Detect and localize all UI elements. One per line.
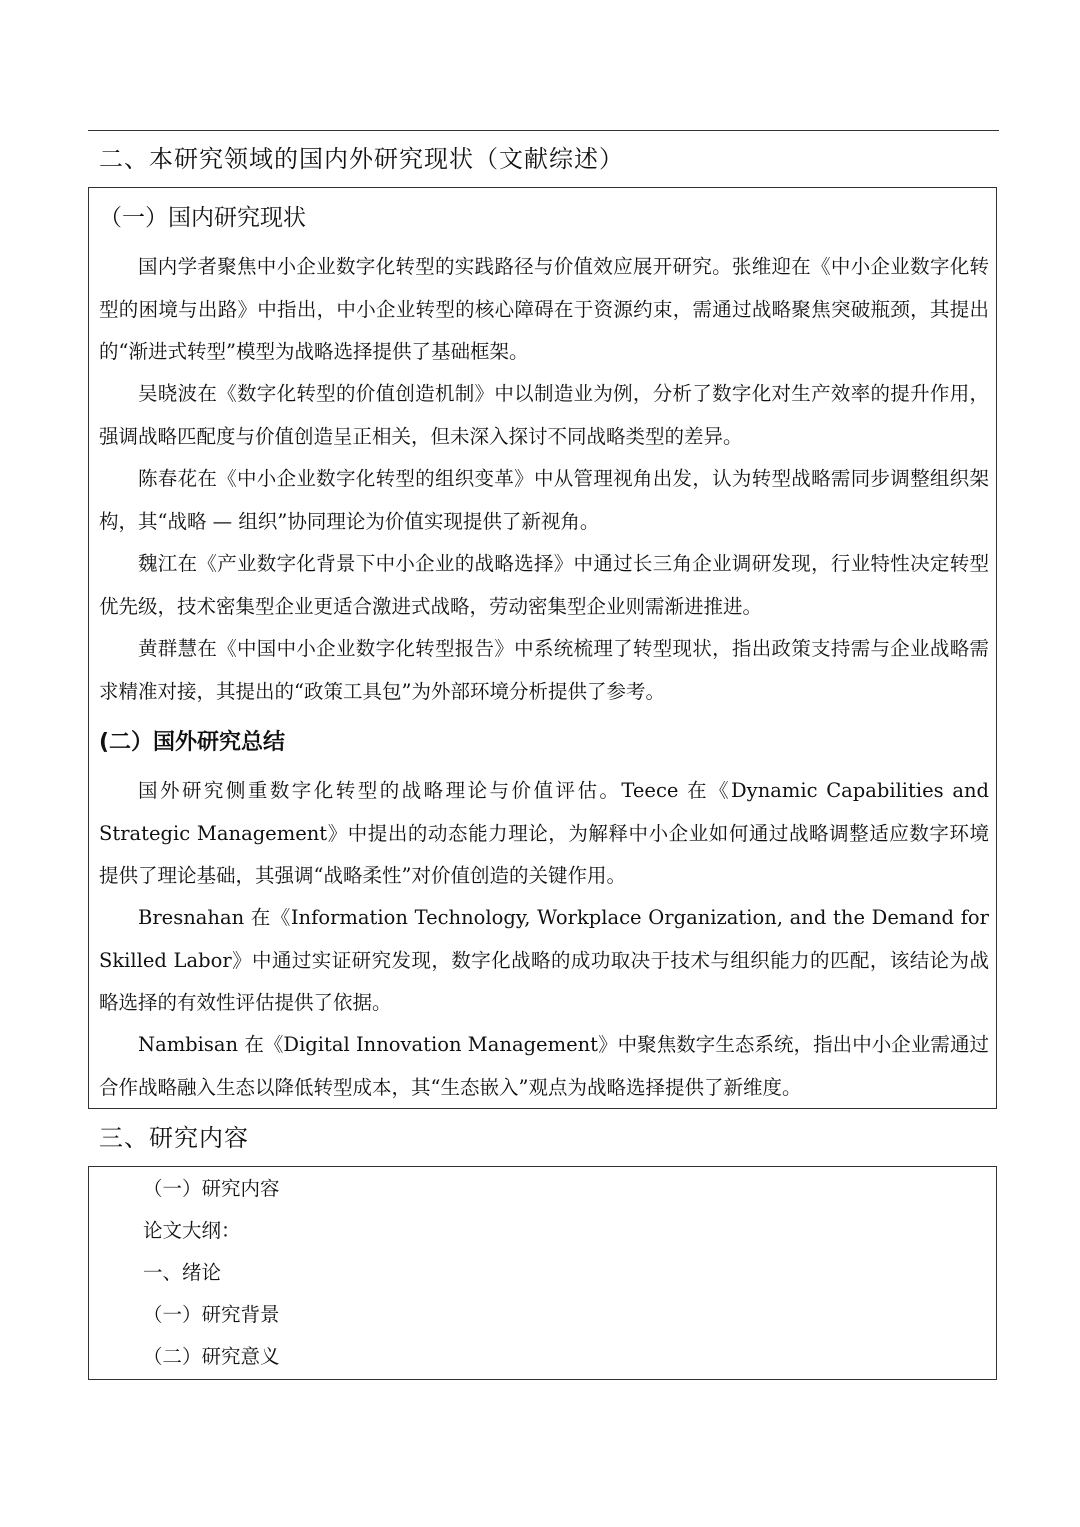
domestic-paragraph: 国内学者聚焦中小企业数字化转型的实践路径与价值效应展开研究。张维迎在《中小企业数字化转型的困境与出路》中指出，中小企业转型的核心障碍在于资源约束，需通过战略聚焦突破瓶颈，其提出的“渐进式转型”模型为战略选择提供了基础框架。 xyxy=(99,255,989,363)
domestic-paragraph: 魏江在《产业数字化背景下中小企业的战略选择》中通过长三角企业调研发现，行业特性决定转型优先级，技术密集型企业更适合激进式战略，劳动密集型企业则需渐进推进。 xyxy=(99,552,989,618)
outline-line: 论文大纲： xyxy=(143,1219,241,1242)
literature-review-box xyxy=(88,187,997,1109)
section-3-title: 三、研究内容 xyxy=(99,1124,249,1152)
outline-line: 一、绪论 xyxy=(143,1261,222,1284)
research-content-box xyxy=(88,1166,997,1380)
foreign-research-heading: (二）国外研究总结 xyxy=(99,730,286,755)
outline-line: （一）研究内容 xyxy=(143,1177,280,1200)
foreign-paragraph: Nambisan 在《Digital Innovation Management》中聚焦数字生态系统，指出中小企业需通过合作战略融入生态以降低转型成本，其“生态嵌入”观点为战略选择提供了新维度。 xyxy=(99,1033,989,1099)
top-rule xyxy=(88,130,999,131)
domestic-research-heading: （一）国内研究现状 xyxy=(99,205,306,231)
domestic-paragraph: 黄群慧在《中国中小企业数字化转型报告》中系统梳理了转型现状，指出政策支持需与企业战略需求精准对接，其提出的“政策工具包”为外部环境分析提供了参考。 xyxy=(99,637,989,703)
outline-line: （一）研究背景 xyxy=(143,1303,280,1326)
domestic-paragraph: 吴晓波在《数字化转型的价值创造机制》中以制造业为例，分析了数字化对生产效率的提升作用，强调战略匹配度与价值创造呈正相关，但未深入探讨不同战略类型的差异。 xyxy=(99,382,989,448)
domestic-paragraph: 陈春花在《中小企业数字化转型的组织变革》中从管理视角出发，认为转型战略需同步调整组织架构，其“战略 — 组织”协同理论为价值实现提供了新视角。 xyxy=(99,467,989,533)
section-2-title: 二、本研究领域的国内外研究现状（文献综述） xyxy=(99,145,624,173)
foreign-paragraph: Bresnahan 在《Information Technology, Workplace Organization, and the Demand for Skilled Labor》中通过实证研究发现，数字化战略的成功取决于技术与组织能力的匹配，该结论为战略选择的有效性评估提供了依据。 xyxy=(99,906,989,1014)
foreign-paragraph: 国外研究侧重数字化转型的战略理论与价值评估。Teece 在《Dynamic Capabilities and Strategic Management》中提出的动态能力理论，为解释中小企业如何通过战略调整适应数字环境提供了理论基础，其强调“战略柔性”对价值创造的关键作用。 xyxy=(99,779,989,887)
outline-line: （二）研究意义 xyxy=(143,1345,280,1368)
